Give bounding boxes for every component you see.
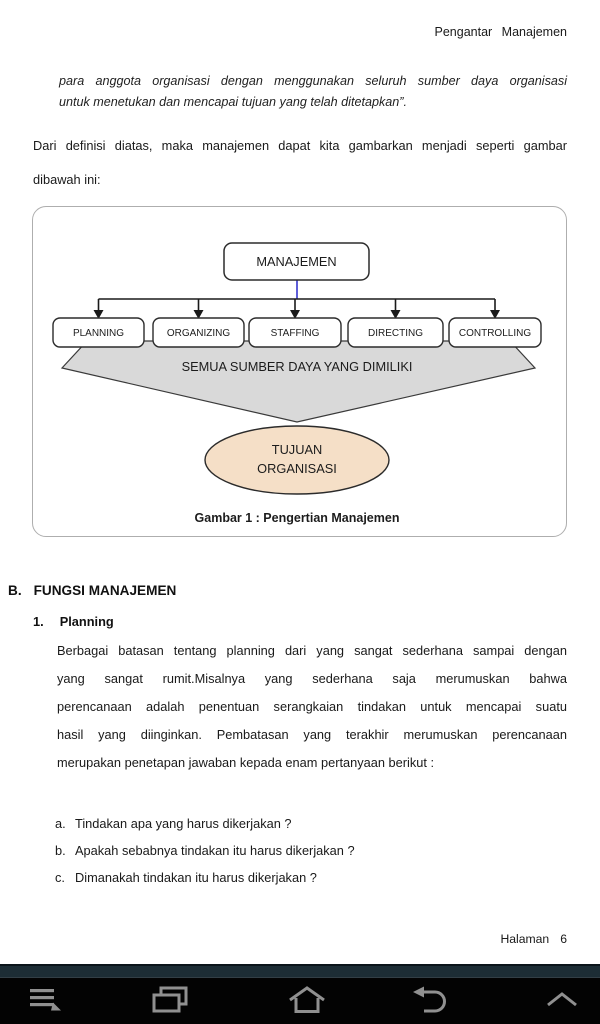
page-header: Pengantar Manajemen [434,25,567,39]
planning-line: Berbagai batasan tentang planning dari yang sangat sederhana sampai dengan [57,643,567,658]
section-b-heading [8,583,176,598]
navbar-edge-highlight [0,977,600,978]
resources-merge-arrow [62,341,535,422]
management-diagram [33,207,565,535]
planning-line: perencanaan adalah penentuan serangkaian tindakan untuk mencapai suatu [57,699,567,714]
planning-heading [33,614,114,629]
menu-icon[interactable] [23,984,67,1016]
question-text: Tindakan apa yang harus dikerjakan ? [75,816,292,831]
chevron-up-icon[interactable] [540,984,584,1016]
goal-label-line1: TUJUAN [271,442,323,457]
question-label: c. [55,870,65,885]
question-text: Dimanakah tindakan itu harus dikerjakan ? [75,870,317,885]
planning-paragraph [57,637,567,777]
recents-icon[interactable] [148,984,192,1016]
figure-caption: Gambar 1 : Pengertian Manajemen [194,511,400,525]
footer-label: Halaman [500,932,550,946]
intro-paragraph [33,129,567,197]
page-footer [500,932,567,946]
staffing-box-label: STAFFING [270,328,320,339]
quote-line: untuk menetukan dan mencapai tujuan yang telah ditetapkan”. [59,95,407,109]
goal-label-line2: ORGANISASI [257,461,337,476]
quote-paragraph [59,71,567,113]
planning-box-label: PLANNING [72,328,125,339]
controlling-box-label: CONTROLLING [458,328,532,339]
question-text: Apakah sebabnya tindakan itu harus dikerjakan ? [75,843,355,858]
question-label: b. [55,843,66,858]
back-icon[interactable] [408,984,452,1016]
planning-line: hasil yang diinginkan. Pembatasan yang terakhir merumuskan perencanaan [57,727,567,742]
planning-line: merupakan penetapan jawaban kepada enam pertanyaan berikut : [57,755,435,770]
question-label: a. [55,816,66,831]
android-navigation-bar [0,964,600,1024]
planning-line: yang sangat rumit.Misalnya yang sederhana saja merumuskan bahwa [57,671,567,686]
home-icon[interactable] [285,984,329,1016]
navbar-teal-strip [0,966,600,977]
planning-title: Planning [59,614,114,629]
goal-ellipse [205,426,389,494]
figure-container [32,206,567,537]
resources-label: SEMUA SUMBER DAYA YANG DIMILIKI [181,359,413,374]
intro-line: Dari definisi diatas, maka manajemen dapat kita gambarkan menjadi seperti gambar [33,138,567,153]
planning-number: 1. [33,614,44,629]
directing-box-label: DIRECTING [368,328,423,339]
section-title: FUNGSI MANAJEMEN [33,583,177,598]
organizing-box-label: ORGANIZING [166,328,231,339]
arrow-drops [99,299,496,311]
quote-line: para anggota organisasi dengan menggunakan seluruh sumber daya organisasi [59,74,567,88]
manajemen-label: MANAJEMEN [256,254,337,269]
footer-page-number: 6 [560,932,567,946]
intro-line: dibawah ini: [33,172,101,187]
section-letter: B. [8,583,22,598]
